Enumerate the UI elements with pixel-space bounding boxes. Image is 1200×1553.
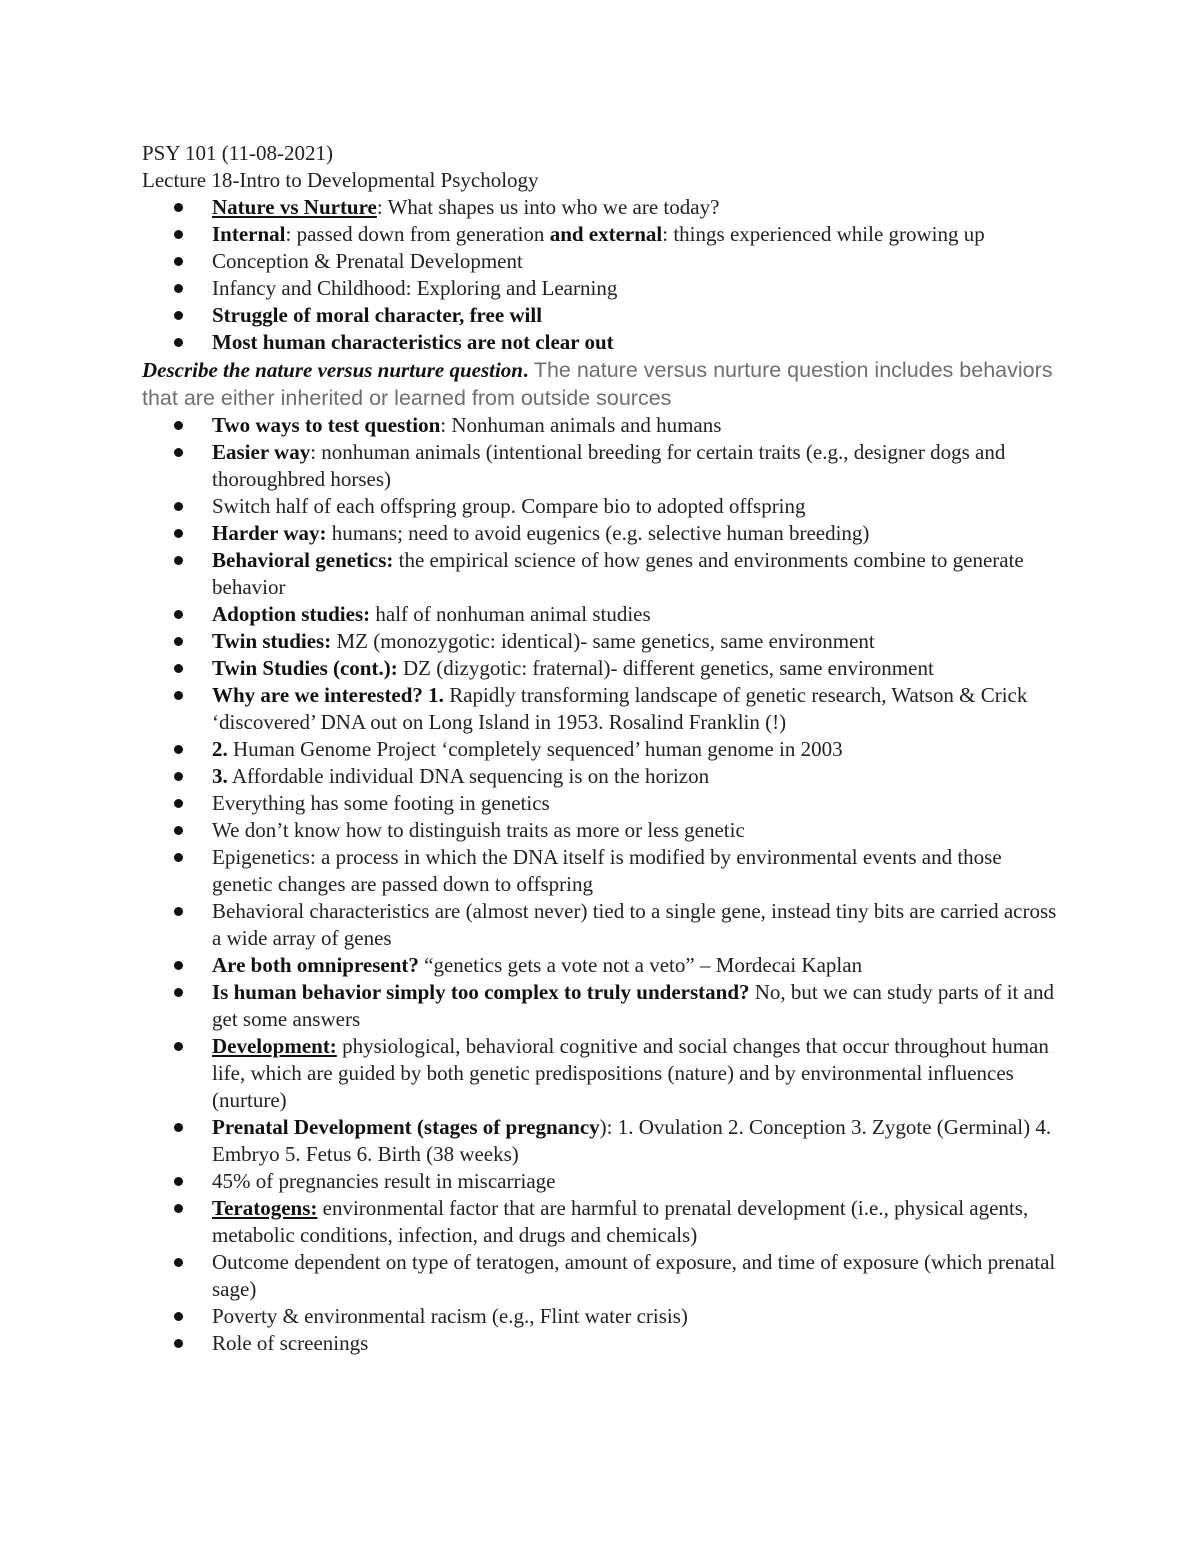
list-item-text: Infancy and Childhood: Exploring and Learning	[212, 276, 618, 300]
bullet-icon	[174, 691, 183, 700]
bullet-list-main	[142, 412, 1062, 1357]
bullet-icon	[174, 257, 183, 266]
list-item	[142, 1195, 1062, 1249]
list-item-text: : passed down from generation	[285, 222, 550, 246]
list-item-text: : Nonhuman animals and humans	[440, 413, 722, 437]
list-item-text: Behavioral characteristics are (almost never) tied to a single gene, instead tiny bits are carried across a wide array of genes	[212, 899, 1057, 950]
bullet-icon	[174, 772, 183, 781]
list-item-text: Poverty & environmental racism (e.g., Flint water crisis)	[212, 1304, 688, 1328]
list-item	[142, 194, 1062, 221]
list-item	[142, 682, 1062, 736]
list-item	[142, 547, 1062, 601]
bullet-icon	[174, 338, 183, 347]
bullet-icon	[174, 529, 183, 538]
list-item-text: Nature vs Nurture	[212, 195, 377, 219]
list-item	[142, 1114, 1062, 1168]
list-item	[142, 520, 1062, 547]
list-item	[142, 412, 1062, 439]
list-item-text: Adoption studies:	[212, 602, 371, 626]
bullet-icon	[174, 203, 183, 212]
bullet-icon	[174, 556, 183, 565]
bullet-icon	[174, 448, 183, 457]
list-item-text: Outcome dependent on type of teratogen, amount of exposure, and time of exposure (which prenatal sage)	[212, 1250, 1056, 1301]
list-item	[142, 1249, 1062, 1303]
list-item	[142, 628, 1062, 655]
list-item-text: Are both omnipresent?	[212, 953, 419, 977]
list-item-text: We don’t know how to distinguish traits as more or less genetic	[212, 818, 745, 842]
bullet-icon	[174, 1123, 183, 1132]
list-item-text: Internal	[212, 222, 286, 246]
list-item-text: physiological, behavioral cognitive and social changes that occur throughout human life, which are guided by both genetic predispositions (nature) and by environmental influences (nurture)	[212, 1034, 1049, 1112]
list-item-text: environmental factor that are harmful to prenatal development (i.e., physical agents, metabolic conditions, infection, and drugs and chemicals)	[212, 1196, 1029, 1247]
list-item-text: half of nonhuman animal studies	[370, 602, 651, 626]
list-item-text: DZ (dizygotic: fraternal)- different genetics, same environment	[397, 656, 934, 680]
question-period: .	[522, 358, 529, 382]
list-item-text: Harder way:	[212, 521, 327, 545]
list-item	[142, 1303, 1062, 1330]
list-item-text: Switch half of each offspring group. Compare bio to adopted offspring	[212, 494, 806, 518]
list-item-text: “genetics gets a vote not a veto” – Mordecai Kaplan	[418, 953, 863, 977]
bullet-icon	[174, 230, 183, 239]
list-item-text: : things experienced while growing up	[662, 222, 985, 246]
list-item-text: Most human characteristics are not clear out	[212, 330, 614, 354]
list-item	[142, 493, 1062, 520]
list-item-text: Twin studies:	[212, 629, 332, 653]
list-item-text: Development:	[212, 1034, 337, 1058]
document-page	[142, 140, 1062, 1357]
bullet-icon	[174, 961, 183, 970]
list-item-text: Struggle of moral character, free will	[212, 303, 543, 327]
question-prompt: Describe the nature versus nurture question	[142, 358, 523, 382]
list-item-text: Everything has some footing in genetics	[212, 791, 550, 815]
bullet-icon	[174, 502, 183, 511]
bullet-icon	[174, 799, 183, 808]
list-item	[142, 221, 1062, 248]
bullet-icon	[174, 826, 183, 835]
list-item	[142, 275, 1062, 302]
list-item	[142, 790, 1062, 817]
list-item-text: Is human behavior simply too complex to truly understand?	[212, 980, 750, 1004]
bullet-icon	[174, 988, 183, 997]
list-item-text: Human Genome Project ‘completely sequenced’ human genome in 2003	[227, 737, 843, 761]
list-item	[142, 844, 1062, 898]
bullet-icon	[174, 311, 183, 320]
bullet-icon	[174, 1042, 183, 1051]
bullet-icon	[174, 610, 183, 619]
list-item	[142, 1033, 1062, 1114]
bullet-icon	[174, 745, 183, 754]
bullet-icon	[174, 1312, 183, 1321]
bullet-icon	[174, 421, 183, 430]
list-item	[142, 1330, 1062, 1357]
bullet-list-intro	[142, 194, 1062, 356]
list-item-text: Epigenetics: a process in which the DNA itself is modified by environmental events and those genetic changes are passed down to offspring	[212, 845, 1002, 896]
list-item	[142, 736, 1062, 763]
list-item-text: 45% of pregnancies result in miscarriage	[212, 1169, 556, 1193]
question-answer: The nature versus nurture question includes behaviors that are either inherited or learned from outside sources	[142, 358, 1053, 410]
list-item-text: MZ (monozygotic: identical)- same genetics, same environment	[331, 629, 875, 653]
list-item	[142, 439, 1062, 493]
list-item-text: Conception & Prenatal Development	[212, 249, 523, 273]
list-item-text: : What shapes us into who we are today?	[376, 195, 720, 219]
bullet-icon	[174, 284, 183, 293]
list-item-text: Behavioral genetics:	[212, 548, 394, 572]
list-item-text: Twin Studies (cont.):	[212, 656, 398, 680]
list-item-text: 2.	[212, 737, 228, 761]
bullet-icon	[174, 664, 183, 673]
list-item	[142, 898, 1062, 952]
question-paragraph	[142, 356, 1062, 412]
list-item-text: Prenatal Development (stages of pregnancy	[212, 1115, 600, 1139]
bullet-icon	[174, 637, 183, 646]
list-item	[142, 248, 1062, 275]
list-item-text: Affordable individual DNA sequencing is on the horizon	[227, 764, 710, 788]
list-item-text: Easier way	[212, 440, 311, 464]
bullet-icon	[174, 1258, 183, 1267]
list-item-text: Two ways to test question	[212, 413, 441, 437]
list-item	[142, 601, 1062, 628]
list-item	[142, 655, 1062, 682]
list-item-text: Teratogens:	[212, 1196, 318, 1220]
list-item-text: No, but we can study parts of it and get some answers	[212, 980, 1054, 1031]
list-item-text: Role of screenings	[212, 1331, 369, 1355]
list-item	[142, 329, 1062, 356]
bullet-icon	[174, 907, 183, 916]
list-item-text: the empirical science of how genes and environments combine to generate behavior	[212, 548, 1024, 599]
list-item	[142, 763, 1062, 790]
list-item	[142, 1168, 1062, 1195]
bullet-icon	[174, 1177, 183, 1186]
list-item	[142, 302, 1062, 329]
bullet-icon	[174, 853, 183, 862]
list-item-text: 3.	[212, 764, 228, 788]
list-item-text: and external	[549, 222, 663, 246]
list-item	[142, 817, 1062, 844]
list-item-text: ): 1. Ovulation 2. Conception 3. Zygote (Germinal) 4. Embryo 5. Fetus 6. Birth (38 weeks)	[212, 1115, 1052, 1166]
list-item-text: : nonhuman animals (intentional breeding for certain traits (e.g., designer dogs and thoroughbred horses)	[212, 440, 1006, 491]
bullet-icon	[174, 1204, 183, 1213]
list-item-text: Rapidly transforming landscape of genetic research, Watson & Crick ‘discovered’ DNA out on Long Island in 1953. Rosalind Franklin (!)	[212, 683, 1028, 734]
list-item-text: Why are we interested? 1.	[212, 683, 444, 707]
list-item-text: humans; need to avoid eugenics (e.g. selective human breeding)	[326, 521, 870, 545]
lecture-title: Lecture 18-Intro to Developmental Psychology	[142, 168, 539, 192]
list-item	[142, 952, 1062, 979]
course-heading: PSY 101 (11-08-2021)	[142, 141, 333, 165]
bullet-icon	[174, 1339, 183, 1348]
list-item	[142, 979, 1062, 1033]
